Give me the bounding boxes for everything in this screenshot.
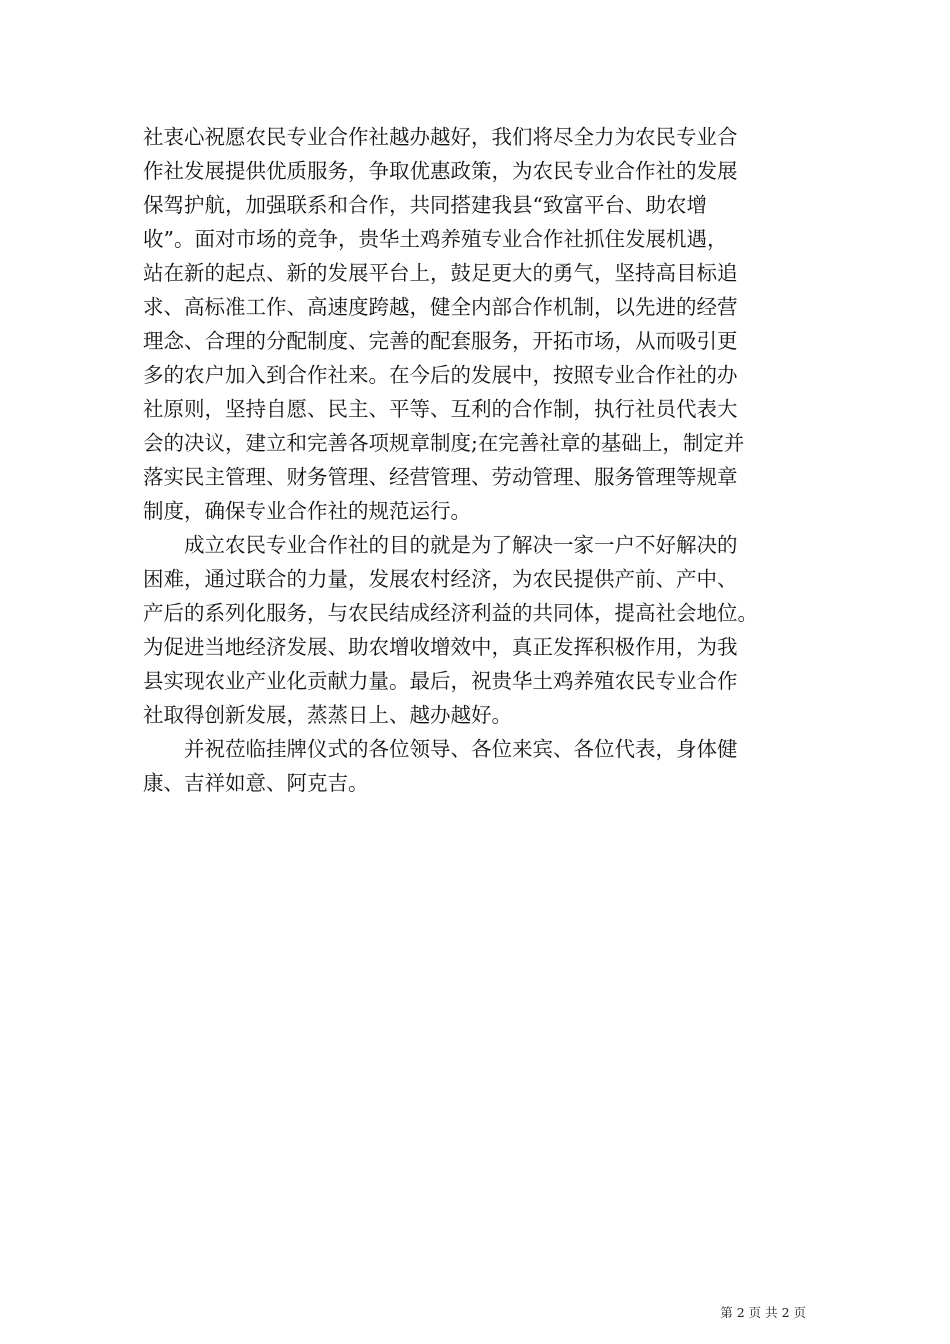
page-number-footer: 第 2 页 共 2 页 bbox=[720, 1305, 806, 1320]
text-line: 理念、合理的分配制度、完善的配套服务，开拓市场，从而吸引更 bbox=[143, 329, 738, 353]
text-line: 作社发展提供优质服务，争取优惠政策，为农民专业合作社的发展 bbox=[143, 159, 738, 183]
document-body bbox=[143, 120, 815, 800]
text-line: 康、吉祥如意、阿克吉。 bbox=[143, 771, 369, 795]
text-line: 困难，通过联合的力量，发展农村经济，为农民提供产前、产中、 bbox=[143, 567, 738, 591]
text-line: 保驾护航，加强联系和合作，共同搭建我县“致富平台、助农增 bbox=[143, 193, 707, 217]
text-line: 社原则，坚持自愿、民主、平等、互利的合作制，执行社员代表大 bbox=[143, 397, 738, 421]
text-line: 制度，确保专业合作社的规范运行。 bbox=[143, 499, 471, 523]
text-line: 多的农户加入到合作社来。在今后的发展中，按照专业合作社的办 bbox=[143, 363, 738, 387]
text-line: 成立农民专业合作社的目的就是为了解决一家一户不好解决的 bbox=[143, 533, 738, 557]
paragraph-1 bbox=[143, 120, 815, 528]
text-line: 并祝莅临挂牌仪式的各位领导、各位来宾、各位代表，身体健 bbox=[143, 737, 738, 761]
text-line: 会的决议，建立和完善各项规章制度;在完善社章的基础上，制定并 bbox=[143, 431, 745, 455]
paragraph-2 bbox=[143, 528, 815, 732]
text-line: 站在新的起点、新的发展平台上，鼓足更大的勇气，坚持高目标追 bbox=[143, 261, 738, 285]
text-line: 社取得创新发展，蒸蒸日上、越办越好。 bbox=[143, 703, 512, 727]
text-line: 收”。面对市场的竞争，贵华土鸡养殖专业合作社抓住发展机遇， bbox=[143, 227, 728, 251]
text-line: 县实现农业产业化贡献力量。最后，祝贵华土鸡养殖农民专业合作 bbox=[143, 669, 738, 693]
paragraph-3 bbox=[143, 732, 815, 800]
text-line: 产后的系列化服务，与农民结成经济利益的共同体，提高社会地位。 bbox=[143, 601, 758, 625]
text-line: 社衷心祝愿农民专业合作社越办越好，我们将尽全力为农民专业合 bbox=[143, 125, 738, 149]
text-line: 为促进当地经济发展、助农增收增效中，真正发挥积极作用，为我 bbox=[143, 635, 738, 659]
text-line: 求、高标准工作、高速度跨越，健全内部合作机制，以先进的经营 bbox=[143, 295, 738, 319]
text-line: 落实民主管理、财务管理、经营管理、劳动管理、服务管理等规章 bbox=[143, 465, 738, 489]
